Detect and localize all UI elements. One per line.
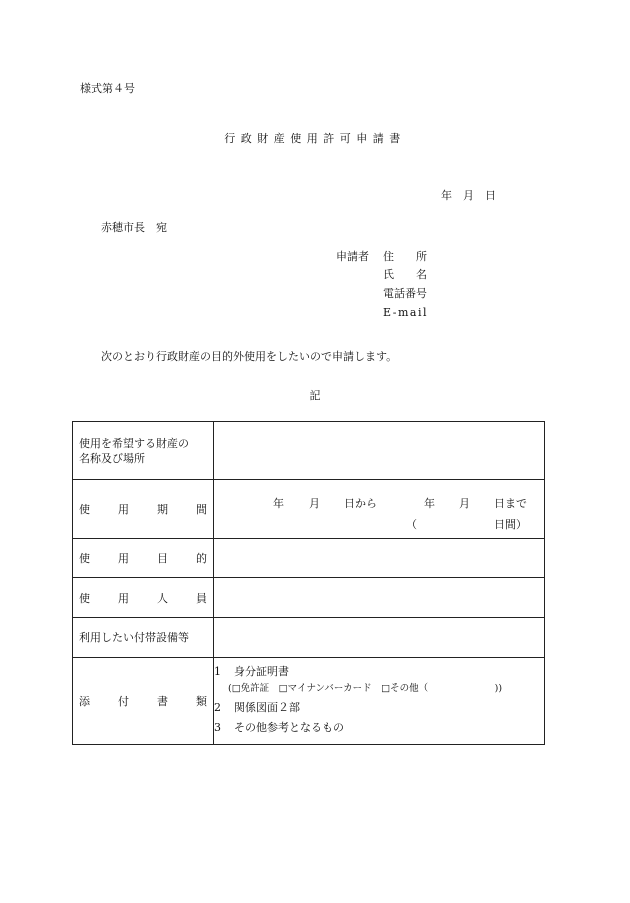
address-field-label: 住 所 [383,250,427,263]
attachment-item-1 [214,663,544,681]
purpose-label: 使 用 目 的 [79,552,207,565]
period-days: 日間） [494,518,527,531]
equipment-value[interactable] [214,618,545,658]
purpose-value[interactable] [214,539,545,578]
document-title: 行政財産使用許可申請書 [224,132,406,145]
phone-field-label: 電話番号 [383,287,427,300]
id-document-options[interactable]: (□免許証 □マイナンバーカード □その他（ )) [228,683,503,694]
attachment-text: 関係図面２部 [234,701,300,714]
table-row-purpose [73,539,545,578]
period-label: 使 用 期 間 [79,503,207,516]
attachment-item-3 [214,719,544,737]
attachment-number: 1 [214,665,221,678]
property-label-line-1: 使用を希望する財産の [79,436,189,450]
attachments-value [214,658,545,745]
name-field-label: 氏 名 [383,268,427,281]
property-name-label [73,422,214,480]
attachments-label: 添 付 書 類 [79,695,207,708]
people-value[interactable] [214,578,545,618]
period-from: 日から [344,497,377,510]
people-label-cell [73,578,214,618]
email-field-label: E-mail [383,306,428,319]
attachment-number: 3 [214,721,221,734]
period-value[interactable] [214,480,545,539]
intro-text: 次のとおり行政財産の目的外使用をしたいので申請します。 [101,350,398,363]
date-line: 年 月 日 [441,189,496,202]
period-month-1: 月 [309,497,320,510]
period-label-cell [73,480,214,539]
applicant-label: 申請者 [336,250,369,263]
equipment-label-cell [73,618,214,658]
period-paren-open: （ [406,518,417,531]
application-table [72,421,545,745]
addressee: 赤穂市長 宛 [101,221,167,234]
attachments-label-cell [73,658,214,745]
period-month-2: 月 [459,497,470,510]
purpose-label-cell [73,539,214,578]
period-until: 日まで [494,497,527,510]
property-label-line-2: 名称及び場所 [79,451,145,465]
form-number: 様式第４号 [80,82,135,95]
attachment-text: 身分証明書 [234,665,289,678]
equipment-label: 利用したい付帯設備等 [79,631,189,644]
table-row-attachments [73,658,545,745]
attachment-item-2 [214,699,544,717]
period-year-2: 年 [424,497,435,510]
attachment-text: その他参考となるもの [234,721,344,734]
people-label: 使 用 人 員 [79,591,207,605]
period-year-1: 年 [273,497,284,510]
attachment-number: 2 [214,701,221,714]
table-row-property [73,422,545,480]
ki-label: 記 [309,389,321,402]
table-row-period [73,480,545,539]
table-row-people [73,578,545,618]
table-row-equipment [73,618,545,658]
property-name-value[interactable] [214,422,545,480]
period-content [214,480,544,538]
